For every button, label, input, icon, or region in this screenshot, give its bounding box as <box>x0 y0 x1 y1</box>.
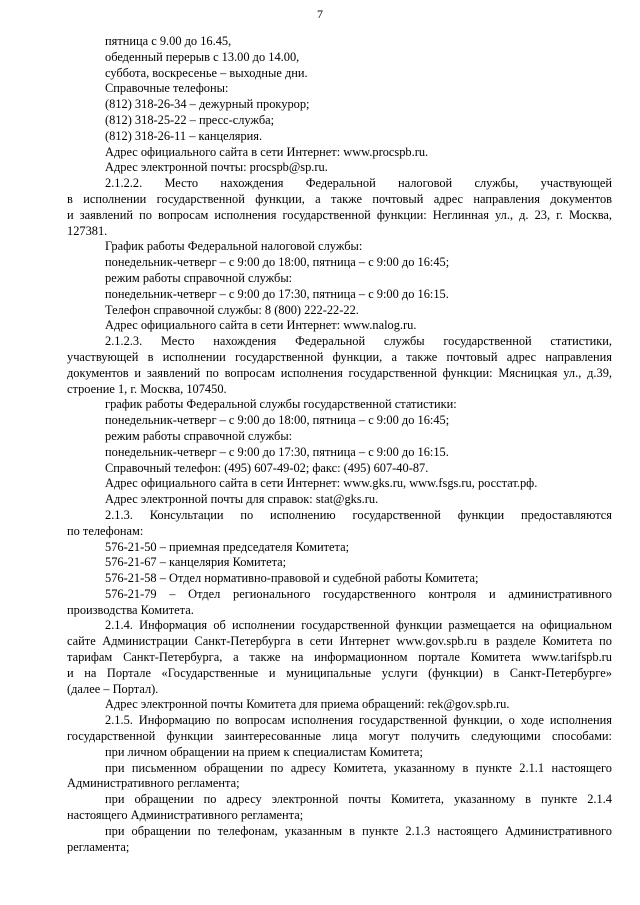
text-line: сайте Администрации Санкт-Петербурга в сети Интернет www.gov.spb.ru в разделе Комитета по <box>67 634 612 649</box>
text-line: настоящего Административного регламента; <box>67 808 304 823</box>
text-line: 2.1.2.2. Место нахождения Федеральной налоговой службы, участвующей <box>105 176 612 191</box>
text-line: 576-21-67 – канцелярия Комитета; <box>105 555 287 570</box>
text-line: Справочные телефоны: <box>105 81 229 96</box>
text-line: понедельник-четверг – с 9:00 до 18:00, пятница – с 9:00 до 16:45; <box>105 413 450 428</box>
text-line: пятница с 9.00 до 16.45, <box>105 34 232 48</box>
text-line: Адрес электронной почты для справок: stat@gks.ru. <box>105 492 379 507</box>
page-number: 7 <box>317 7 323 21</box>
text-line: Телефон справочной службы: 8 (800) 222-22-22. <box>105 302 359 317</box>
text-line: при обращении по телефонам, указанным в пункте 2.1.3 настоящего Административного <box>105 823 612 838</box>
text-line: 2.1.4. Информация об исполнении государственной функции размещается на официальном <box>105 618 612 633</box>
text-line: Адрес официального сайта в сети Интернет: www.nalog.ru. <box>105 318 417 333</box>
text-line: при письменном обращении по адресу Комитета, указанному в пункте 2.1.1 настоящего <box>105 760 612 775</box>
text-line: Адрес электронной почты: procspb@sp.ru. <box>105 160 328 175</box>
text-line: строение 1, г. Москва, 107450. <box>67 381 227 396</box>
text-line: Адрес электронной почты Комитета для приема обращений: rek@gov.spb.ru. <box>105 697 510 712</box>
text-line: документов и заявлений по вопросам исполнения государственной функции: Мясницкая ул., д.39, <box>67 365 612 380</box>
text-line: суббота, воскресенье – выходные дни. <box>105 65 308 80</box>
text-line: при обращении по адресу электронной почты Комитета, указанному в пункте 2.1.4 <box>105 792 612 807</box>
text-line: (812) 318-26-34 – дежурный прокурор; <box>105 97 310 112</box>
text-line: режим работы справочной службы: <box>105 428 293 443</box>
text-line: Справочный телефон: (495) 607-49-02; факс: (495) 607-40-87. <box>105 460 429 475</box>
text-line: обеденный перерыв с 13.00 до 14.00, <box>105 49 300 64</box>
text-line: режим работы справочной службы: <box>105 270 293 285</box>
text-line: понедельник-четверг – с 9:00 до 17:30, пятница – с 9:00 до 16:15. <box>105 286 449 301</box>
text-line: государственной функции заинтересованные лица могут получить следующими способами: <box>67 729 612 744</box>
text-line: при личном обращении на прием к специалистам Комитета; <box>105 744 423 759</box>
text-line: 576-21-79 – Отдел регионального государственного контроля и административного <box>105 586 612 601</box>
text-line: и на Портале «Государственные и муниципальные услуги (функции) в Санкт-Петербурге» <box>67 665 612 680</box>
text-line: 2.1.3. Консультации по исполнению государственной функции предоставляются <box>105 507 612 522</box>
text-line: 2.1.5. Информацию по вопросам исполнения государственной функции, о ходе исполнения <box>105 713 612 728</box>
text-line: График работы Федеральной налоговой службы: <box>105 239 363 254</box>
text-line: Адрес официального сайта в сети Интернет: www.procspb.ru. <box>105 144 429 159</box>
text-line: участвующей в исполнении государственной функции, а также почтовый адрес направления <box>67 349 612 364</box>
text-line: (812) 318-26-11 – канцелярия. <box>105 128 263 143</box>
document-body <box>67 34 612 855</box>
text-line: Адрес официального сайта в сети Интернет: www.gks.ru, www.fsgs.ru, росстат.рф. <box>105 476 538 491</box>
text-line: по телефонам: <box>67 523 144 538</box>
text-line: и заявлений по вопросам исполнения государственной функции: Неглинная ул., д. 23, г. Москва, <box>67 207 612 222</box>
text-line: 576-21-50 – приемная председателя Комитета; <box>105 539 350 554</box>
text-line: регламента; <box>67 839 130 854</box>
text-line: Административного регламента; <box>67 776 240 791</box>
text-line: понедельник-четверг – с 9:00 до 17:30, пятница – с 9:00 до 16:15. <box>105 444 449 459</box>
text-line: производства Комитета. <box>67 602 194 617</box>
text-line: (812) 318-25-22 – пресс-служба; <box>105 112 275 127</box>
text-line: график работы Федеральной службы государственной статистики: <box>105 397 457 412</box>
text-line: понедельник-четверг – с 9:00 до 18:00, пятница – с 9:00 до 16:45; <box>105 255 450 270</box>
text-line: 576-21-58 – Отдел нормативно-правовой и судебной работы Комитета; <box>105 571 479 586</box>
text-line: в исполнении государственной функции, а также почтовый адрес направления документов <box>67 191 612 206</box>
text-line: (далее – Портал). <box>67 681 159 696</box>
text-line: 127381. <box>67 223 108 238</box>
text-line: 2.1.2.3. Место нахождения Федеральной службы государственной статистики, <box>105 334 612 349</box>
text-line: тарифам Санкт-Петербурга, а также на информационном портале Комитета www.tarifspb.ru <box>67 650 612 665</box>
